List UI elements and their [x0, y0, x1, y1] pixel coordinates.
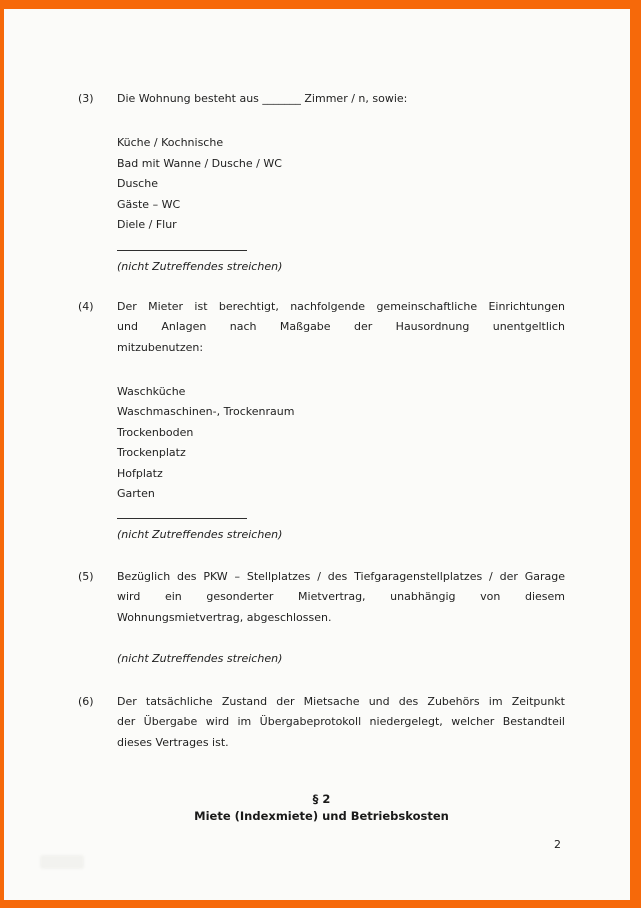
paragraph-line: Der Mieter ist berechtigt, nachfolgende gemeinschaftliche Einrichtungen — [117, 299, 565, 313]
paragraph-line: Wohnungsmietvertrag, abgeschlossen. — [117, 610, 332, 624]
section-number: (5) — [78, 569, 94, 583]
section-number: (4) — [78, 299, 94, 313]
list-item: Garten — [117, 487, 155, 500]
list-item: Trockenplatz — [117, 446, 186, 459]
paragraph-line: Bezüglich des PKW – Stellplatzes / des Tiefgaragenstellplatzes / der Garage — [117, 569, 565, 583]
strike-note: (nicht Zutreffendes streichen) — [117, 259, 283, 273]
facility-list — [117, 382, 565, 505]
paragraph-line: dieses Vertrages ist. — [117, 735, 229, 749]
section-number: (3) — [78, 92, 94, 105]
heading-title: Miete (Indexmiete) und Betriebskosten — [194, 808, 449, 823]
strike-note: (nicht Zutreffendes streichen) — [117, 651, 283, 665]
blank-line — [117, 518, 247, 519]
list-item: Waschmaschinen-, Trockenraum — [117, 405, 295, 418]
strike-note: (nicht Zutreffendes streichen) — [117, 527, 283, 541]
section-number: (6) — [78, 694, 94, 708]
list-item: Hofplatz — [117, 466, 163, 480]
paragraph-line: der Übergabe wird im Übergabeprotokoll niedergelegt, welcher Bestandteil — [117, 715, 565, 728]
section-3 — [78, 89, 565, 277]
paragraph-line: wird ein gesonderter Mietvertrag, unabhängig von diesem — [117, 590, 565, 603]
paragraph-symbol: § 2 — [312, 792, 331, 806]
list-item: Diele / Flur — [117, 218, 177, 231]
page-content — [4, 9, 630, 856]
list-item: Bad mit Wanne / Dusche / WC — [117, 156, 282, 170]
section-4 — [78, 297, 565, 546]
section-heading — [78, 791, 565, 824]
room-list — [117, 133, 565, 236]
watermark-remnant — [40, 855, 84, 869]
paragraph-line: und Anlagen nach Maßgabe der Hausordnung unentgeltlich — [117, 320, 565, 333]
section-6 — [78, 692, 565, 754]
list-item: Gäste – WC — [117, 197, 181, 211]
list-item: Trockenboden — [117, 425, 194, 439]
paragraph-line: Der tatsächliche Zustand der Mietsache und des Zubehörs im Zeitpunkt — [117, 694, 565, 708]
paragraph-line: mitzubenutzen: — [117, 340, 204, 354]
page-number: 2 — [554, 838, 561, 851]
blank-line — [117, 250, 247, 251]
list-item: Waschküche — [117, 384, 186, 398]
section-5 — [78, 567, 565, 670]
list-item: Küche / Kochnische — [117, 136, 224, 149]
list-item: Dusche — [117, 177, 158, 190]
paragraph-line: Die Wohnung besteht aus _______ Zimmer / n, sowie: — [117, 92, 408, 105]
